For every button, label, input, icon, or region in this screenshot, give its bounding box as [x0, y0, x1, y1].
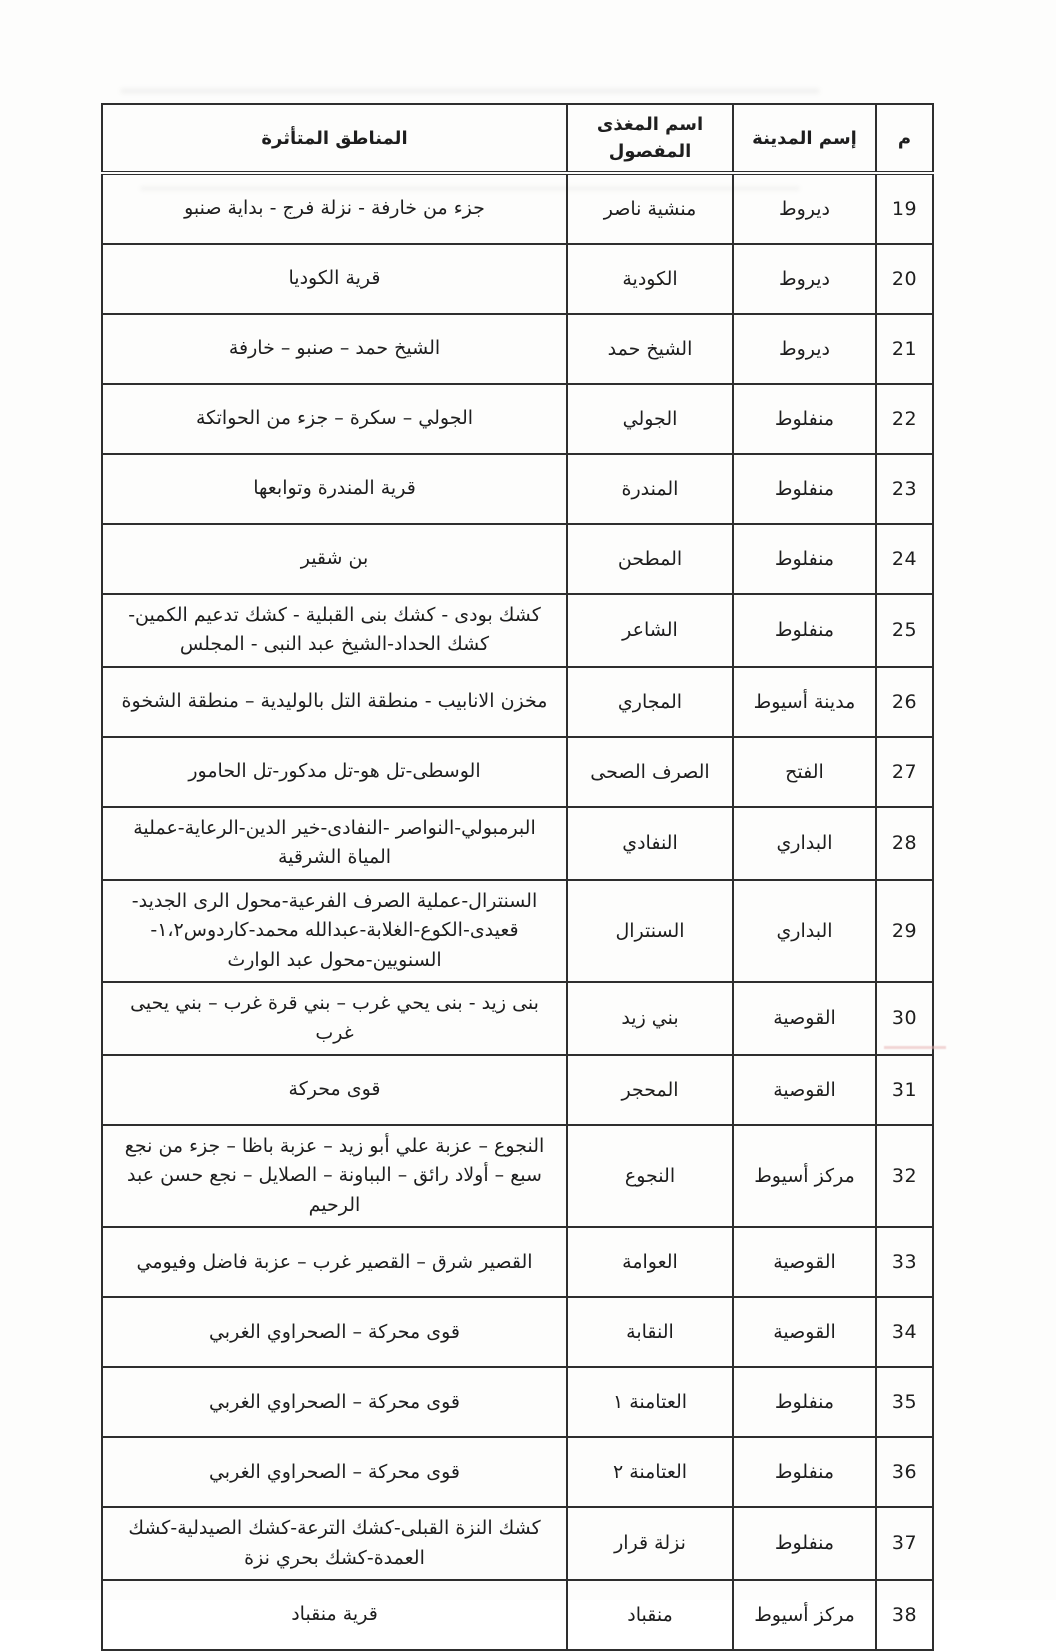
feeder-name: الكودية [567, 244, 733, 314]
city-name: منفلوط [733, 594, 876, 667]
affected-areas: الشيخ حمد – صنبو – خارفة [102, 314, 567, 384]
header-city-name: إسم المدينة [733, 104, 876, 173]
feeder-name: منقباد [567, 1580, 733, 1650]
table-row [102, 244, 933, 314]
header-row-number: م [876, 104, 933, 173]
table-row [102, 1367, 933, 1437]
row-number: 31 [876, 1055, 933, 1125]
row-number: 22 [876, 384, 933, 454]
city-name: القوصية [733, 982, 876, 1055]
feeder-name: العتامنة ٢ [567, 1437, 733, 1507]
row-number: 29 [876, 880, 933, 982]
feeder-name: العوامة [567, 1227, 733, 1297]
row-number: 19 [876, 173, 933, 244]
table-row [102, 737, 933, 807]
table-row [102, 1580, 933, 1650]
feeder-name: العتامنة ١ [567, 1367, 733, 1437]
row-number: 34 [876, 1297, 933, 1367]
affected-areas: السنترال-عملية الصرف الفرعية-محول الرى الجديد- قعيدى-الكوع-الغلابة-عبدالله محمد-كاردوس١،٢- السنويين-محول عبد الوارث [102, 880, 567, 982]
table-row [102, 314, 933, 384]
affected-areas: قرية المندرة وتوابعها [102, 454, 567, 524]
city-name: ديروط [733, 173, 876, 244]
affected-areas: البرمبولي-النواصر -النفادى-خير الدين-الرعاية-عملية المياة الشرقية [102, 807, 567, 880]
table-row [102, 173, 933, 244]
city-name: مركز أسيوط [733, 1580, 876, 1650]
table-row [102, 454, 933, 524]
city-name: ديروط [733, 314, 876, 384]
affected-areas: القصير شرق – القصير غرب – عزبة فاضل وفيومي [102, 1227, 567, 1297]
table-row [102, 880, 933, 982]
affected-areas: قرية الكوديا [102, 244, 567, 314]
scan-artifact-line [884, 1046, 946, 1049]
affected-areas: كشك بودى - كشك بنى القبلية - كشك تدعيم الكمين- كشك الحداد-الشيخ عبد النبى - المجلس [102, 594, 567, 667]
affected-areas: الجولي – سكرة – جزء من الحواتكة [102, 384, 567, 454]
feeder-name: الصرف الصحى [567, 737, 733, 807]
outage-table [101, 103, 934, 1651]
affected-areas: قوى محركة – الصحراوي الغربي [102, 1297, 567, 1367]
city-name: القوصية [733, 1055, 876, 1125]
affected-areas: قوى محركة – الصحراوي الغربي [102, 1437, 567, 1507]
row-number: 20 [876, 244, 933, 314]
city-name: منفلوط [733, 384, 876, 454]
row-number: 23 [876, 454, 933, 524]
city-name: مدينة أسيوط [733, 667, 876, 737]
row-number: 25 [876, 594, 933, 667]
feeder-name: النفادي [567, 807, 733, 880]
table-row [102, 524, 933, 594]
feeder-name: نزلة قرار [567, 1507, 733, 1580]
row-number: 21 [876, 314, 933, 384]
table-row [102, 384, 933, 454]
city-name: القوصية [733, 1227, 876, 1297]
affected-areas: كشك النزة القبلى-كشك الترعة-كشك الصيدلية-كشك العمدة-كشك بحري نزة [102, 1507, 567, 1580]
table-body [102, 173, 933, 1650]
feeder-name: المطحن [567, 524, 733, 594]
affected-areas: بنى زيد - بنى يحي غرب – بني قرة غرب – بني يحيى غرب [102, 982, 567, 1055]
city-name: منفلوط [733, 524, 876, 594]
row-number: 24 [876, 524, 933, 594]
feeder-name: المجاري [567, 667, 733, 737]
feeder-name: الشاعر [567, 594, 733, 667]
row-number: 26 [876, 667, 933, 737]
row-number: 37 [876, 1507, 933, 1580]
row-number: 35 [876, 1367, 933, 1437]
table-row [102, 1125, 933, 1227]
city-name: البداري [733, 880, 876, 982]
table-row [102, 982, 933, 1055]
city-name: منفلوط [733, 1367, 876, 1437]
row-number: 32 [876, 1125, 933, 1227]
city-name: القوصية [733, 1297, 876, 1367]
header-feeder-name: اسم المغذى المفصول [567, 104, 733, 173]
city-name: الفتح [733, 737, 876, 807]
affected-areas: جزء من خارفة - نزلة فرج - بداية صنبو [102, 173, 567, 244]
city-name: منفلوط [733, 1507, 876, 1580]
table-row [102, 1297, 933, 1367]
affected-areas: بن شقير [102, 524, 567, 594]
table-row [102, 1507, 933, 1580]
table-row [102, 1437, 933, 1507]
city-name: منفلوط [733, 1437, 876, 1507]
feeder-name: الجولي [567, 384, 733, 454]
table-row [102, 667, 933, 737]
row-number: 28 [876, 807, 933, 880]
table-row [102, 1055, 933, 1125]
table-head [102, 104, 933, 173]
affected-areas: مخزن الانابيب - منطقة التل بالوليدية – منطقة الشخوة [102, 667, 567, 737]
row-number: 33 [876, 1227, 933, 1297]
city-name: البداري [733, 807, 876, 880]
feeder-name: منشية ناصر [567, 173, 733, 244]
city-name: ديروط [733, 244, 876, 314]
feeder-name: النقابة [567, 1297, 733, 1367]
table-row [102, 1227, 933, 1297]
affected-areas: قوى محركة [102, 1055, 567, 1125]
row-number: 38 [876, 1580, 933, 1650]
table-row [102, 594, 933, 667]
table-row [102, 807, 933, 880]
table-header-row [102, 104, 933, 173]
scan-noise [120, 88, 820, 94]
feeder-name: المندرة [567, 454, 733, 524]
feeder-name: الشيخ حمد [567, 314, 733, 384]
affected-areas: الوسطى-تل هو-تل مدكور-تل الحامور [102, 737, 567, 807]
row-number: 36 [876, 1437, 933, 1507]
affected-areas: قرية منقباد [102, 1580, 567, 1650]
feeder-name: المحجر [567, 1055, 733, 1125]
row-number: 30 [876, 982, 933, 1055]
feeder-name: بني زيد [567, 982, 733, 1055]
affected-areas: قوى محركة – الصحراوي الغربي [102, 1367, 567, 1437]
row-number: 27 [876, 737, 933, 807]
city-name: منفلوط [733, 454, 876, 524]
header-affected-areas: المناطق المتأثرة [102, 104, 567, 173]
city-name: مركز أسيوط [733, 1125, 876, 1227]
feeder-name: السنترال [567, 880, 733, 982]
feeder-name: النجوع [567, 1125, 733, 1227]
affected-areas: النجوع – عزبة علي أبو زيد – عزبة باظا – جزء من نجع سبع – أولاد رائق – البباونة – الصلايل – نجع حسن عبد الرحيم [102, 1125, 567, 1227]
